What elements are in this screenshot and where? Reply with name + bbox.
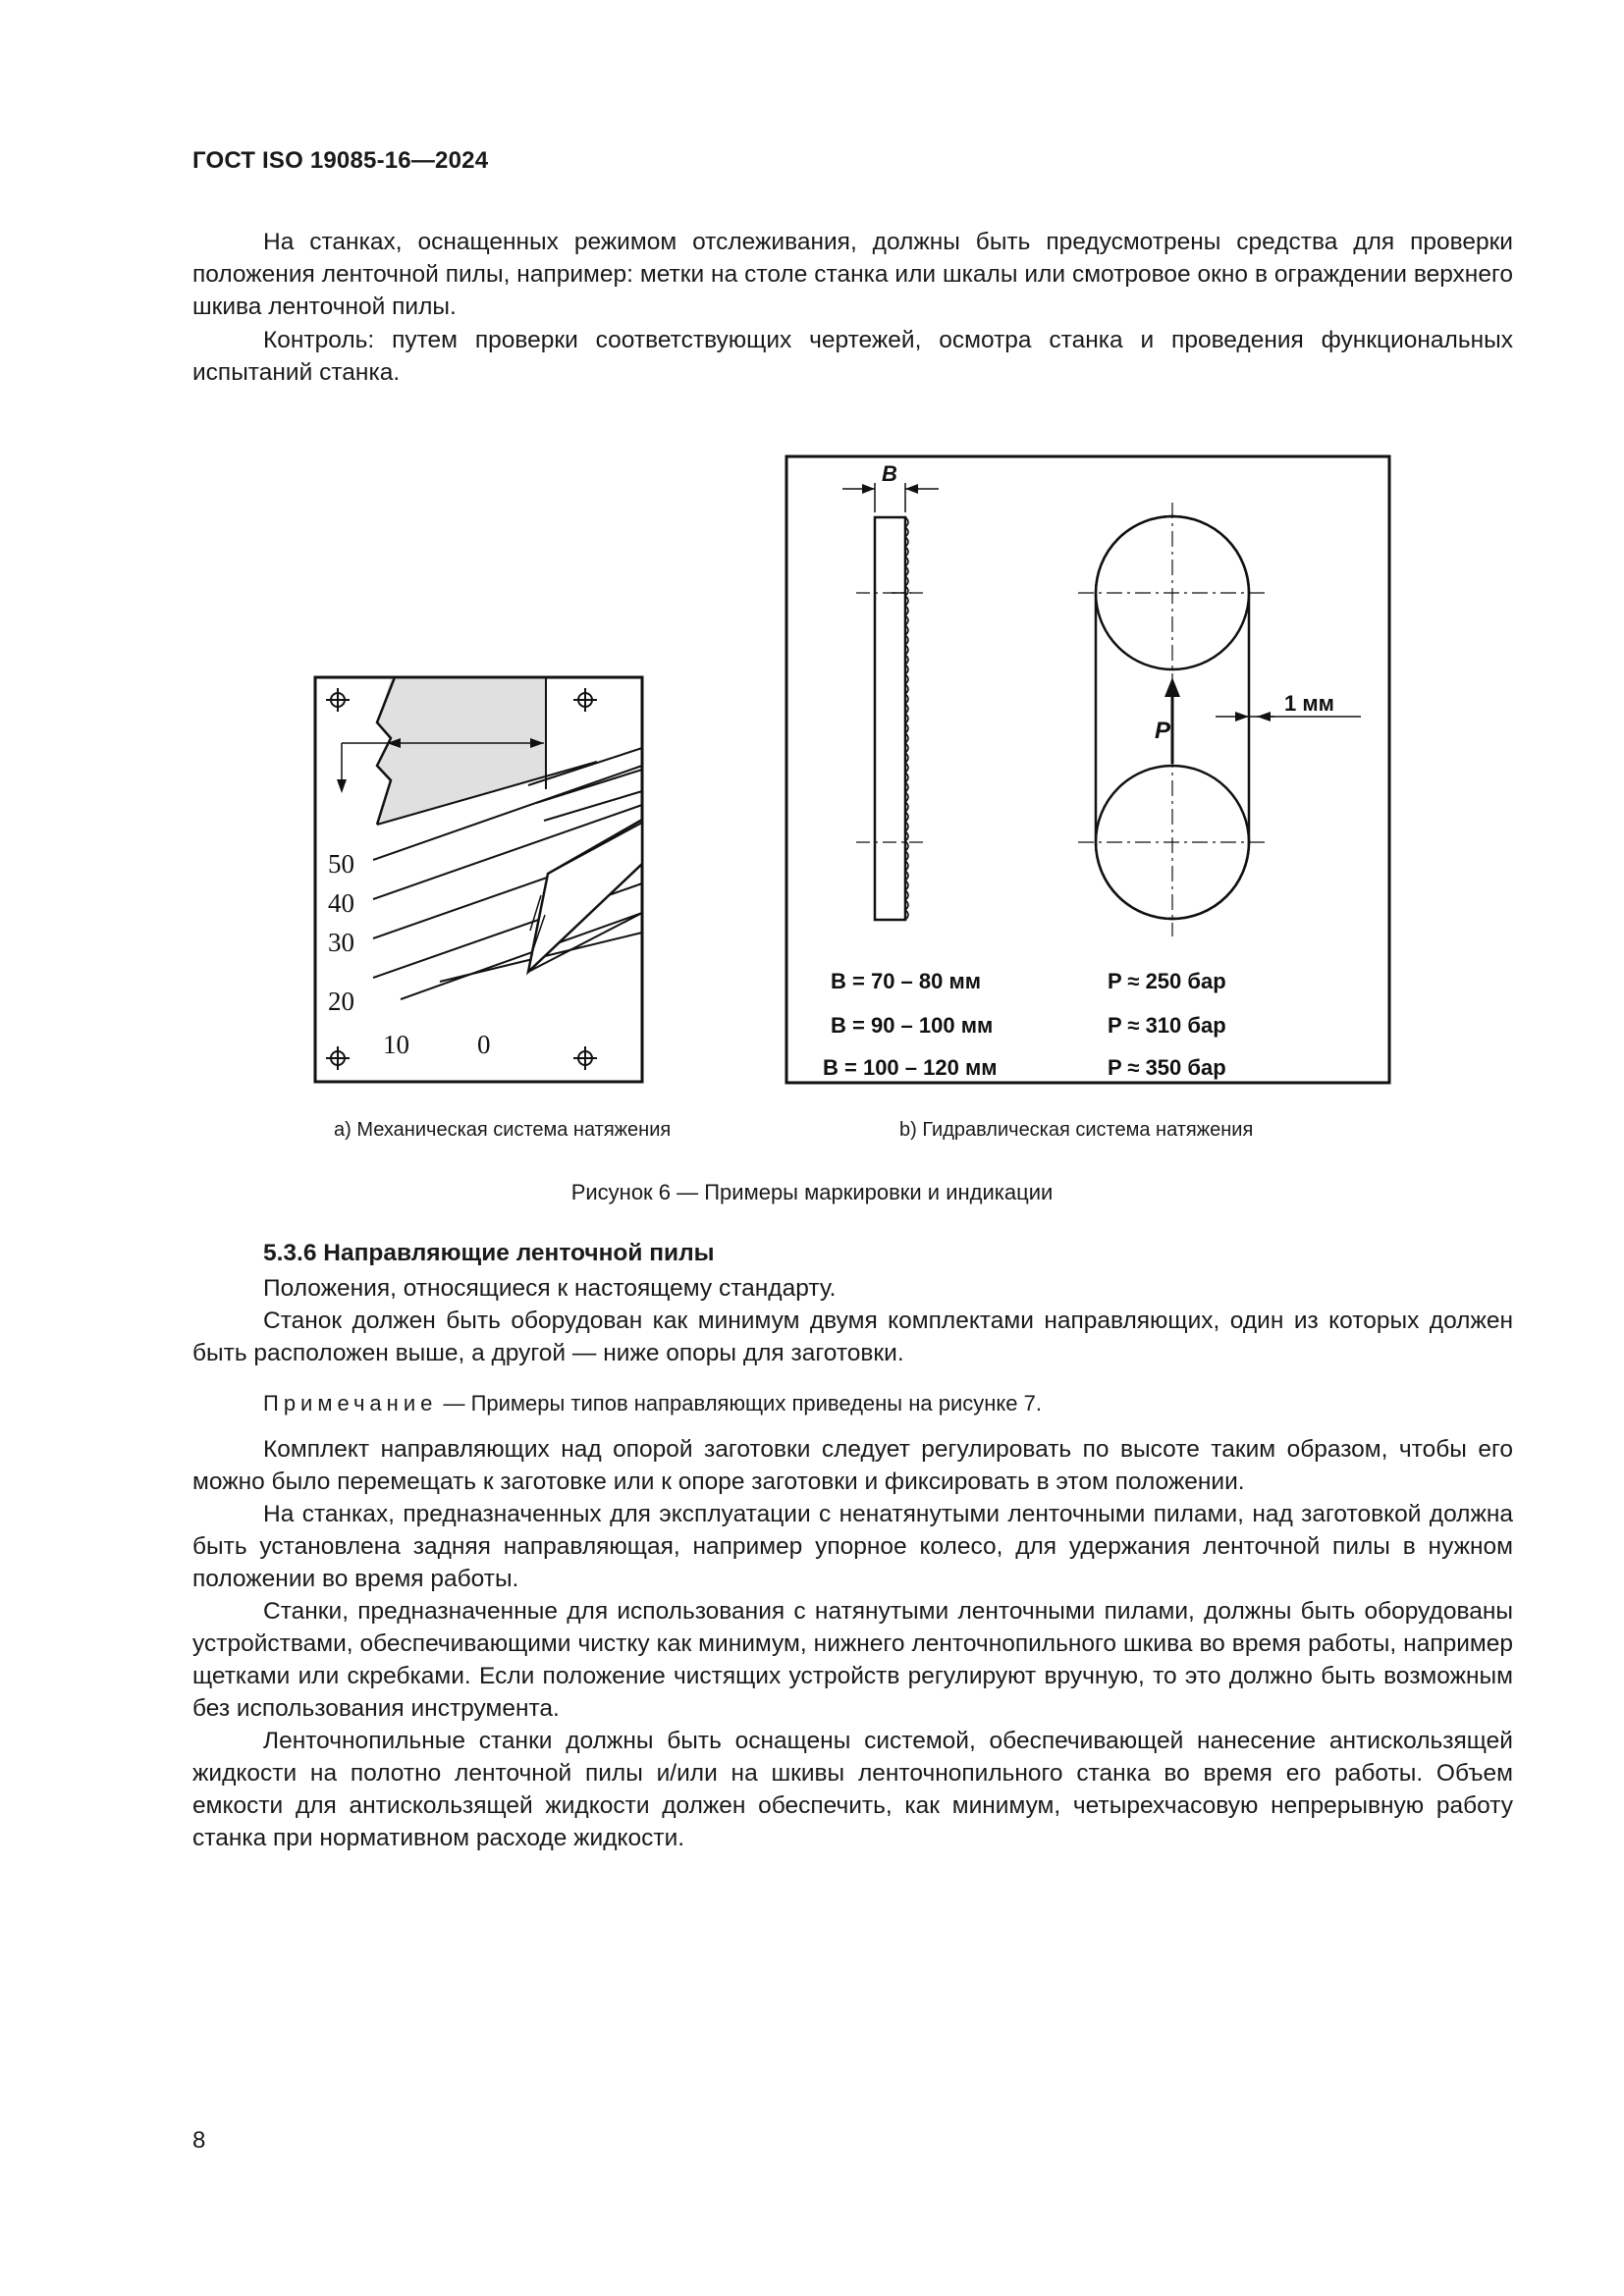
gap-label: 1 мм bbox=[1284, 691, 1334, 716]
scale-label-20: 20 bbox=[328, 987, 354, 1016]
note-text: — Примеры типов направляющих приведены на рисунке 7. bbox=[437, 1391, 1042, 1415]
figure-b-caption: b) Гидравлическая система натяжения bbox=[899, 1119, 1254, 1141]
intro-paragraph-1: На станках, оснащенных режимом отслеживания, должны быть предусмотрены средства для проверки положения ленточной пилы, например: метки на столе станка или шкалы или смотровое окно в ограждении верхнего шкива ленточной пилы. bbox=[192, 229, 1513, 320]
section-title: 5.3.6 Направляющие ленточной пилы bbox=[263, 1240, 715, 1266]
note-label: Примечание bbox=[263, 1391, 438, 1415]
section-paragraph-5: Станки, предназначенные для использования с натянутыми ленточными пилами, должны быть оборудованы устройствами, обеспечивающими чистку как минимум, нижнего ленточнопильного шкива во время работы, например щетками или скребками. Если положение чистящих устройств регулируют вручную, то это должно быть возможным без использования инструмента. bbox=[192, 1598, 1513, 1722]
section-paragraph-3: Комплект направляющих над опорой заготовки следует регулировать по высоте таким образом, чтобы его можно было перемещать к заготовке или к опоре заготовки и фиксировать в этом положении. bbox=[192, 1436, 1513, 1495]
figure-a-mechanical bbox=[312, 667, 648, 1084]
section-paragraph-6: Ленточнопильные станки должны быть оснащены системой, обеспечивающей нанесение антискользящей жидкости на полотно ленточной пилы и/или на шкивы ленточнопильного станка во время его работы. Объем емкости для антискользящей жидкости должен обеспечить, как минимум, четырехчасовую непрерывную работу станка при нормативном расходе жидкости. bbox=[192, 1728, 1513, 1851]
intro-paragraph-2: Контроль: путем проверки соответствующих чертежей, осмотра станка и проведения функциональных испытаний станка. bbox=[192, 327, 1513, 386]
pressure-2: P ≈ 310 бар bbox=[1108, 1013, 1226, 1038]
section-paragraph-4: На станках, предназначенных для эксплуатации с ненатянутыми ленточными пилами, над заготовкой должна быть установлена задняя направляющая, например упорное колесо, для удержания ленточной пилы в нужном положении во время работы. bbox=[192, 1501, 1513, 1592]
b-range-3: B = 100 – 120 мм bbox=[823, 1055, 998, 1080]
note bbox=[263, 1391, 1042, 1416]
figure-caption: Рисунок 6 — Примеры маркировки и индикации bbox=[570, 1180, 1054, 1204]
pressure-1: P ≈ 250 бар bbox=[1108, 969, 1226, 993]
page-number: 8 bbox=[192, 2127, 206, 2154]
b-range-1: B = 70 – 80 мм bbox=[831, 969, 982, 993]
section-paragraph-1: Положения, относящиеся к настоящему стандарту. bbox=[263, 1275, 837, 1302]
b-range-2: B = 90 – 100 мм bbox=[831, 1013, 994, 1038]
scale-label-30: 30 bbox=[328, 928, 354, 957]
scale-label-10: 10 bbox=[383, 1030, 409, 1059]
scale-label-0: 0 bbox=[477, 1030, 491, 1059]
pressure-3: P ≈ 350 бар bbox=[1108, 1055, 1226, 1080]
figure-a-caption: а) Механическая система натяжения bbox=[334, 1119, 672, 1141]
figure-b-hydraulic bbox=[784, 454, 1392, 1086]
force-label: P bbox=[1155, 718, 1171, 744]
scale-label-40: 40 bbox=[328, 888, 354, 918]
scale-label-50: 50 bbox=[328, 849, 354, 879]
width-label: B bbox=[882, 461, 897, 486]
document-header: ГОСТ ISO 19085-16—2024 bbox=[192, 147, 489, 174]
section-paragraph-2: Станок должен быть оборудован как минимум двумя комплектами направляющих, один из которых должен быть расположен выше, а другой — ниже опоры для заготовки. bbox=[192, 1308, 1513, 1366]
